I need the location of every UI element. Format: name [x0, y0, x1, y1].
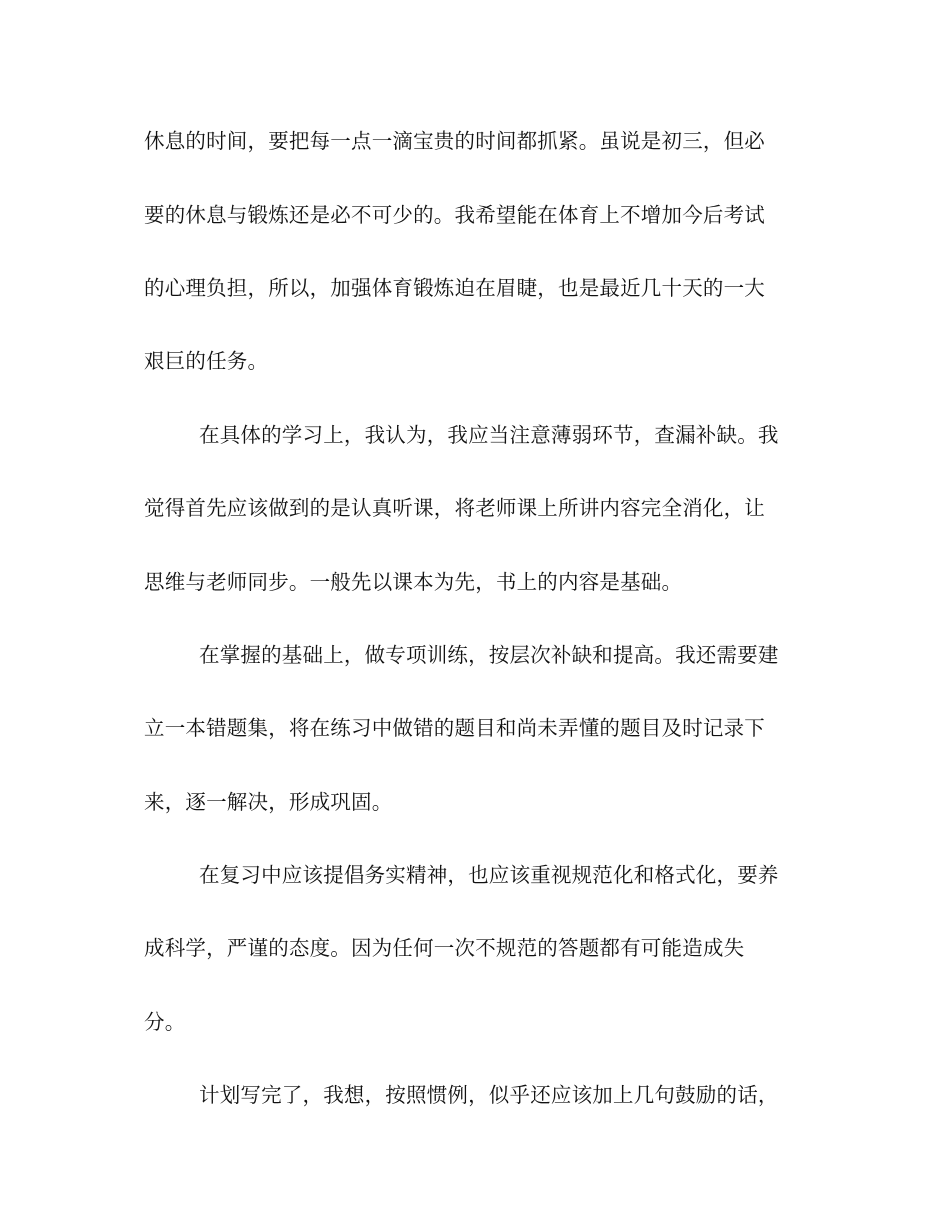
text-line-5: 在具体的学习上，我认为，我应当注意薄弱环节，查漏补缺。我 — [199, 423, 779, 447]
text-line-10: 来，逐一解决，形成巩固。 — [144, 790, 393, 814]
text-line-13: 分。 — [144, 1010, 186, 1034]
text-line-14: 计划写完了，我想，按照惯例，似乎还应该加上几句鼓励的话， — [199, 1083, 779, 1107]
text-line-2: 要的休息与锻炼还是必不可少的。我希望能在体育上不增加今后考试 — [144, 203, 765, 227]
text-line-6: 觉得首先应该做到的是认真听课，将老师课上所讲内容完全消化，让 — [144, 496, 765, 520]
text-line-8: 在掌握的基础上，做专项训练，按层次补缺和提高。我还需要建 — [199, 643, 779, 667]
text-line-11: 在复习中应该提倡务实精神，也应该重视规范化和格式化，要养 — [199, 863, 779, 887]
text-line-7: 思维与老师同步。一般先以课本为先，书上的内容是基础。 — [144, 570, 683, 594]
text-line-12: 成科学，严谨的态度。因为任何一次不规范的答题都有可能造成失 — [144, 936, 745, 960]
text-line-4: 艰巨的任务。 — [144, 349, 269, 373]
text-line-1: 休息的时间，要把每一点一滴宝贵的时间都抓紧。虽说是初三，但必 — [144, 129, 765, 153]
text-line-9: 立一本错题集，将在练习中做错的题目和尚未弄懂的题目及时记录下 — [144, 716, 765, 740]
text-line-3: 的心理负担，所以，加强体育锻炼迫在眉睫，也是最近几十天的一大 — [144, 276, 765, 300]
